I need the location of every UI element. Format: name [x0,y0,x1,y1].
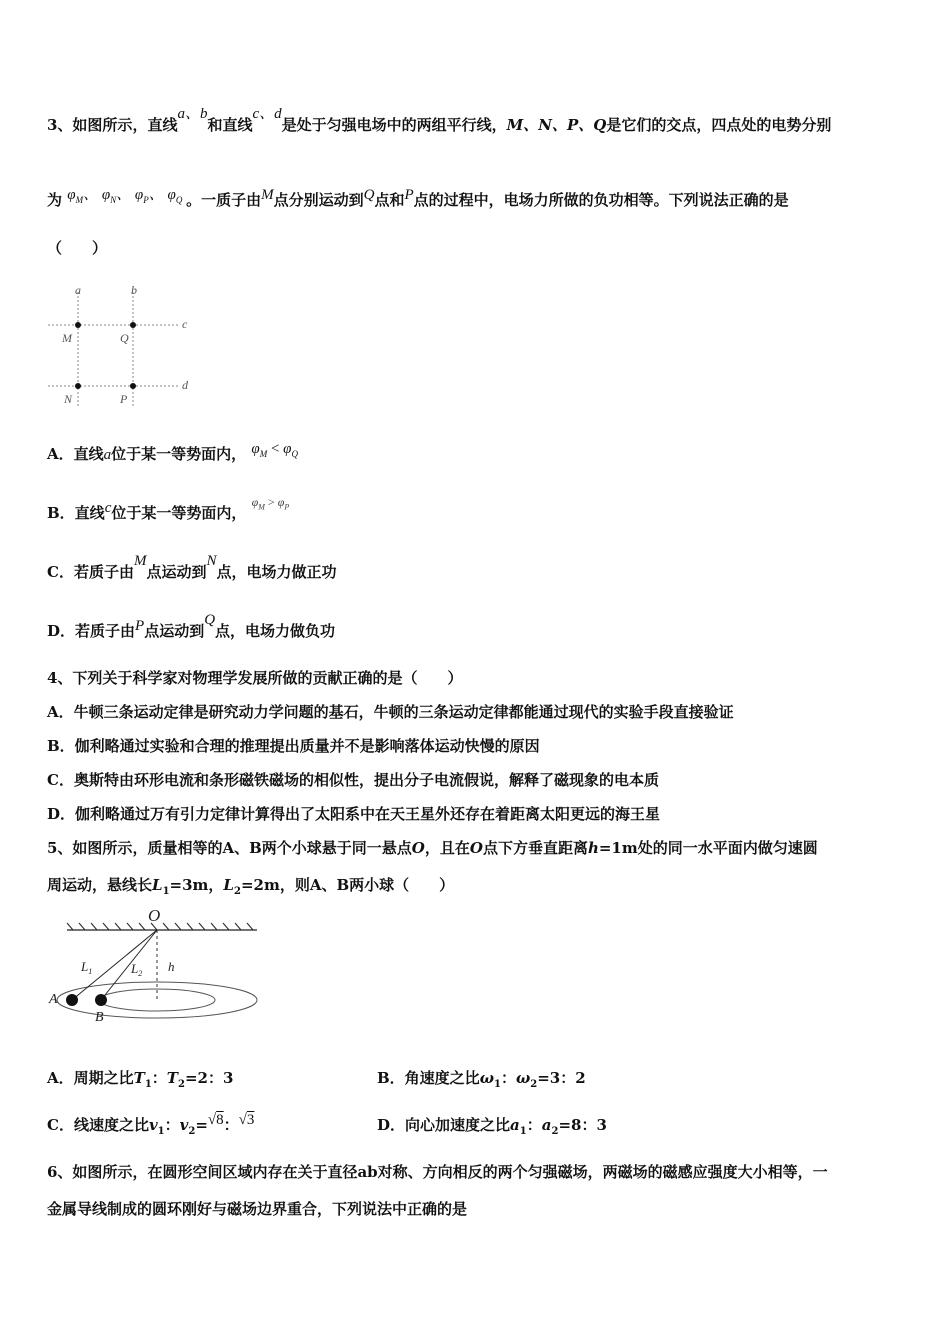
opt-a-formula [251,441,298,457]
label-N: N [64,392,73,406]
sub-2: 2 [177,1079,185,1090]
relation: < [270,441,280,457]
opt-c-var2: N [206,553,217,569]
opt-d-post: 点，电场力做负功 [215,622,336,640]
q5-line1 [47,838,818,858]
opt-b-formula [251,495,290,512]
colon: ： [164,1116,180,1134]
sqrt-radicand-8: 8 [216,1112,224,1128]
q4-stem: 4、下列关于科学家对物理学发展所做的贡献正确的是（ ） [47,669,463,687]
q3-var-ab: a、b [177,106,208,122]
q6-line1: 6、如图所示，在圆形空间区域内存在关于直径ab对称、方向相反的两个匀强磁场，两磁场的磁感应强度大小相等，一 [47,1163,828,1181]
label-L2 [130,961,142,978]
q3-line1-b: 和直线 [207,116,253,134]
q5-line1-a: 5、如图所示，质量相等的A、B两个小球悬于同一悬点 [47,839,412,857]
q3-option-b [47,495,290,529]
q3-line2 [47,187,789,216]
sub-1: 1 [157,1126,165,1137]
opt-d-var2: Q [204,612,216,628]
q3-line1 [47,106,832,136]
var-omega: ω [479,1069,494,1087]
q3-line2-c: 点分别运动到 [273,191,364,209]
q3-line2-a: 为 [47,191,63,209]
q3-var-Q: Q [363,187,375,203]
label-P: P [120,392,128,406]
q3-var-M: M [261,187,274,203]
q3-figure [40,280,200,410]
ball-B [95,994,107,1006]
phi-symbol: φ [134,187,144,203]
phi-sub-M: M [75,195,84,205]
opt-c-mid: 点运动到 [146,563,207,581]
point-M [75,322,81,328]
q5-var-h: h [587,839,599,857]
q3-points: M、N、P、Q [506,116,607,134]
phi-symbol: φ [167,187,176,203]
phi-sep: 、 [116,187,132,203]
q3-option-c [47,553,337,583]
ratio-value: =3：2 [537,1069,586,1087]
label-Q: Q [120,331,129,345]
var-v: v [179,1116,189,1134]
q3-line1-c: 是处于匀强电场中的两组平行线， [281,116,507,134]
sqrt-3: √3 [238,1112,255,1128]
label-c: c [182,317,188,331]
point-Q [130,322,136,328]
q5-line2-a: 周运动，悬线长 [47,876,153,894]
opt-d-mid: 点运动到 [144,622,205,640]
label-b: b [131,283,137,297]
q3-option-a [47,441,298,470]
phi-symbol: φ [251,441,260,457]
q4-option-a: A．牛顿三条运动定律是研究动力学问题的基石，牛顿的三条运动定律都能通过现代的实验手段直接验证 [47,703,734,721]
equals: = [195,1116,208,1134]
opt-d-var1: P [135,618,145,634]
sub-1: 1 [144,1079,152,1090]
sub-2: 2 [530,1079,538,1090]
opt-b-var: c [104,500,112,516]
q4-option-c: C．奥斯特由环形电流和条形磁铁磁场的相似性，提出分子电流假说，解释了磁现象的电本质 [47,771,659,789]
opt-b-post: 位于某一等势面内， [111,504,247,522]
q5-line1-b: ，且在 [424,839,470,857]
q5-line2 [47,875,454,902]
colon: ： [526,1116,542,1134]
phi-sub-Q: Q [291,449,298,459]
var-omega: ω [515,1069,531,1087]
phi-sub-N: N [110,195,117,205]
phi-symbol: φ [283,441,292,457]
phi-sep: 、 [148,187,164,203]
label-L2-sub: 2 [138,969,143,978]
opt-d-pre: D．若质子由 [47,622,136,640]
q3-line2-e: 点的过程中，电场力所做的负功相等。下列说法正确的是 [413,191,789,209]
label-d: d [182,378,188,392]
phi-symbol: φ [67,187,76,203]
colon: ： [151,1069,167,1087]
q3-phi-list [67,187,186,203]
label-h: h [168,959,175,974]
q5-var-L: L [223,876,234,894]
opt-c-var1: M [133,553,147,569]
opt-c-post: 点，电场力做正功 [216,563,337,581]
phi-sub-M: M [258,502,265,512]
opt-a-var: a [103,447,112,463]
label-O: O [148,906,161,925]
label-L1-sub: 1 [88,967,93,976]
q3-line1-a: 3、如图所示，直线 [47,116,178,134]
var-a: a [510,1116,520,1134]
q5-var-L: L [152,876,163,894]
q3-var-cd: c、d [252,106,282,122]
label-B: B [95,1010,104,1025]
relation: > [267,495,275,509]
sqrt-8: √8 [207,1112,224,1128]
q5-var-O: O [411,839,425,857]
q5-option-b [377,1068,586,1095]
phi-sub-Q: Q [175,195,183,205]
q3-option-d [47,612,336,642]
q3-var-P: P [404,187,414,203]
phi-sub-P: P [143,195,149,205]
q5-sub-1: 1 [162,886,170,897]
phi-symbol: φ [277,495,285,509]
sub-2: 2 [551,1126,559,1137]
opt-c-pre: C．若质子由 [47,563,134,581]
phi-sep: 、 [83,187,99,203]
q3-line2-b: 。一质子由 [186,191,262,209]
var-a: a [541,1116,552,1134]
q5-option-c [47,1112,255,1142]
ratio-value: =2：3 [184,1069,234,1087]
colon: ： [223,1116,239,1134]
ball-A [66,994,78,1006]
label-A: A [49,992,58,1007]
sub-1: 1 [493,1079,501,1090]
label-a: a [75,283,81,297]
q5-var-O: O [469,839,483,857]
q5-option-d [377,1115,607,1142]
q5-line2-c: =2m，则A、B两小球（ ） [240,876,455,894]
sub-1: 1 [519,1126,527,1137]
opt-c-pre: C．线速度之比 [47,1116,149,1134]
label-M: M [62,331,72,345]
q5-figure [45,905,270,1030]
phi-symbol: φ [101,187,111,203]
label-L2-letter: L [131,961,139,976]
sqrt-radicand-3: 3 [246,1112,255,1128]
phi-sub-M: M [259,449,268,459]
phi-symbol: φ [251,495,259,509]
opt-b-pre: B．角速度之比 [377,1069,480,1087]
opt-a-post: 位于某一等势面内， [111,445,247,463]
q5-sub-2: 2 [233,886,241,897]
opt-a-pre: A．直线 [47,445,104,463]
q5-line2-b: =3m， [169,876,224,894]
q4-option-b: B．伽利略通过实验和合理的推理提出质量并不是影响落体运动快慢的原因 [47,737,540,755]
q3-line2-d: 点和 [374,191,405,209]
label-L1-letter: L [81,959,89,974]
q3-line1-d: 是它们的交点，四点处的电势分别 [606,116,832,134]
q5-option-a [47,1068,233,1095]
var-T: T [133,1069,145,1087]
phi-sub-P: P [284,502,290,512]
ratio-value: =8：3 [558,1116,607,1134]
var-v: v [148,1116,158,1134]
colon: ： [500,1069,516,1087]
q6-line2: 金属导线制成的圆环刚好与磁场边界重合，下列说法中正确的是 [47,1200,468,1218]
q5-line1-d: =1m处的同一水平面内做匀速圆 [598,839,818,857]
point-P [130,383,136,389]
opt-a-pre: A．周期之比 [47,1069,134,1087]
opt-b-pre: B．直线 [47,504,105,522]
opt-d-pre: D．向心加速度之比 [377,1116,511,1134]
q3-paren: （ ） [47,239,108,257]
var-T: T [166,1069,178,1087]
q5-line1-c: 点下方垂直距离 [482,839,588,857]
sub-2: 2 [188,1126,196,1137]
point-N [75,383,81,389]
q4-option-d: D．伽利略通过万有引力定律计算得出了太阳系中在天王星外还存在着距离太阳更远的海王星 [47,805,661,823]
label-L1 [80,959,92,976]
